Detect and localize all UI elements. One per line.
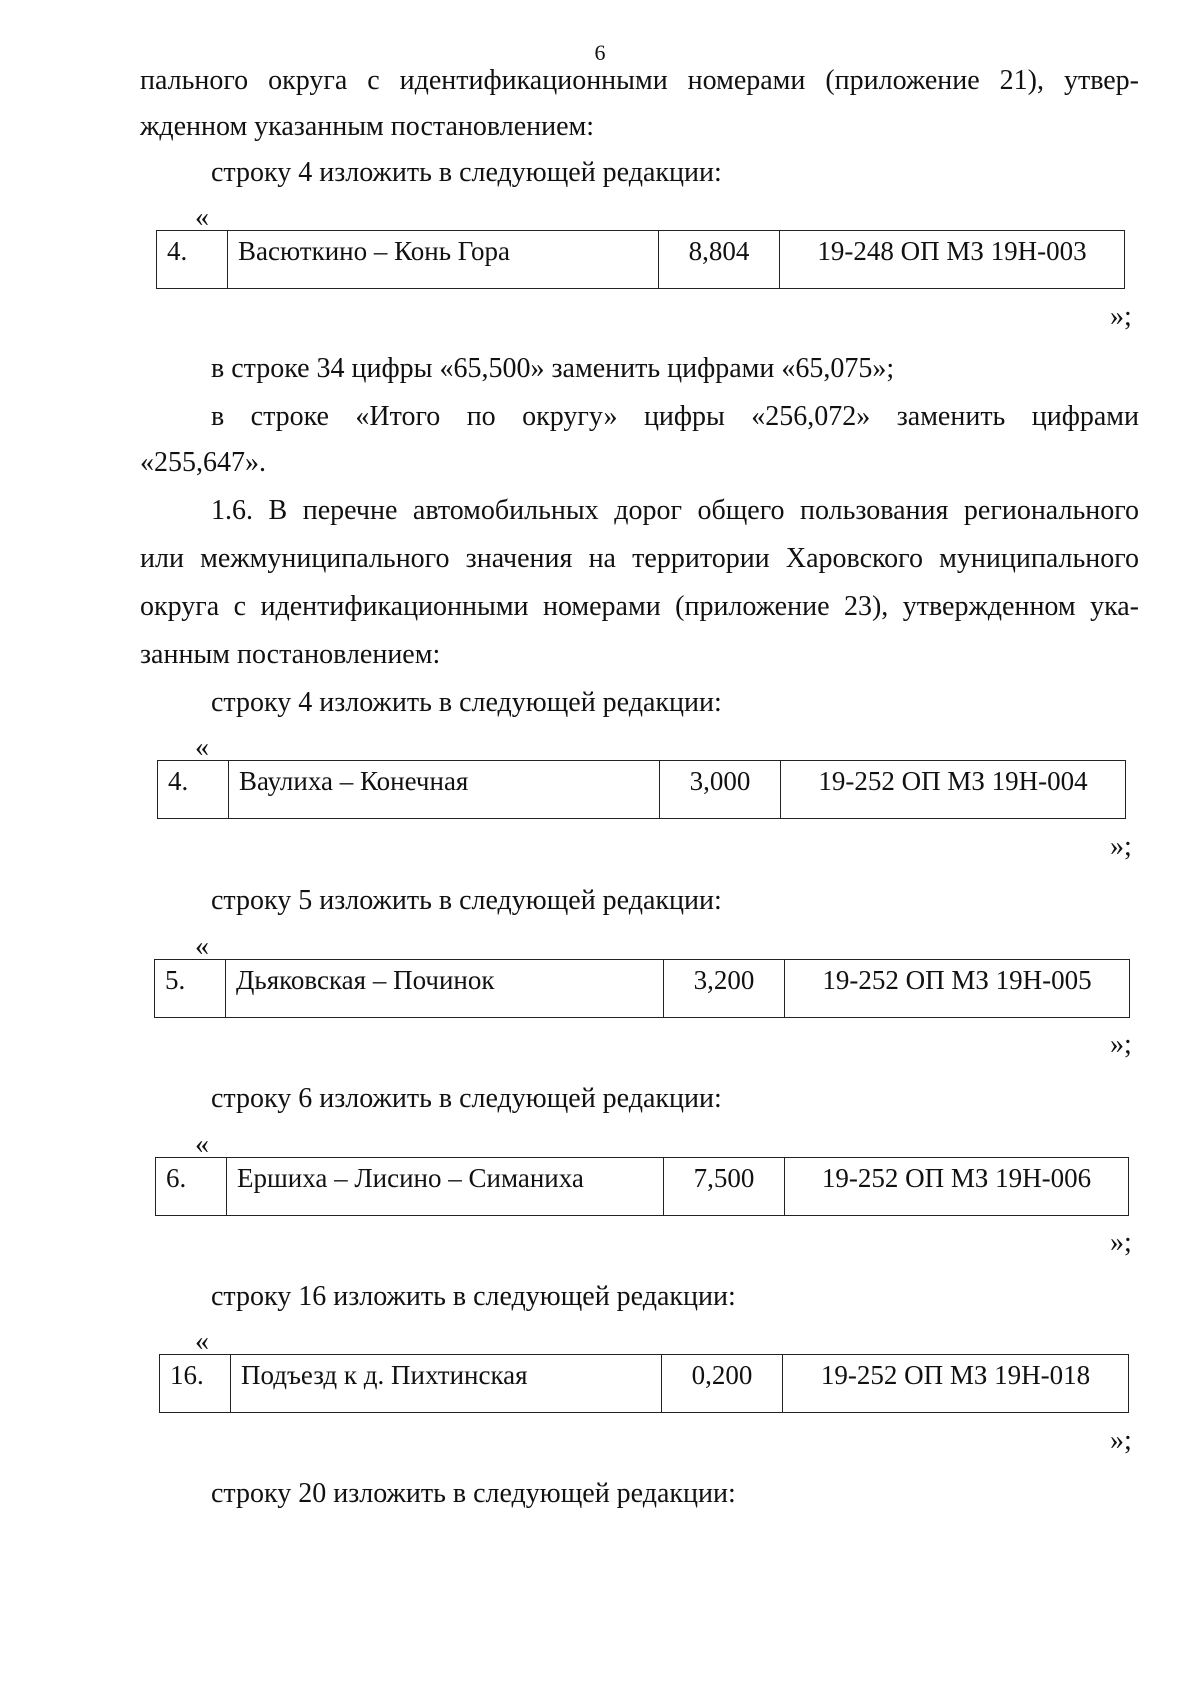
quote-open: « [195,202,209,233]
road-id-number: 19-252 ОП МЗ 19Н-004 [781,761,1126,819]
row-number: 16. [160,1355,231,1413]
paragraph-line: пального округа с идентификационными номерами (приложение 21), утвер- [140,65,1139,96]
road-table-row [157,760,1126,819]
road-id-number: 19-252 ОП МЗ 19Н-018 [783,1355,1129,1413]
quote-close: »; [1110,1227,1132,1258]
road-name: Ваулиха – Конечная [229,761,660,819]
road-table-row [155,1157,1129,1216]
road-id-number: 19-252 ОП МЗ 19Н-005 [785,960,1130,1018]
road-length: 3,000 [660,761,781,819]
paragraph-line: или межмуниципального значения на территории Харовского муниципального [140,543,1139,574]
quote-close: »; [1110,1029,1132,1060]
quote-open: « [195,1129,209,1160]
road-id-number: 19-252 ОП МЗ 19Н-006 [785,1158,1129,1216]
paragraph-line: занным постановлением: [140,639,441,670]
road-name: Васюткино – Конь Гора [228,231,659,289]
row-number: 6. [156,1158,227,1216]
paragraph-line: жденном указанным постановлением: [140,111,595,142]
instruction-text: строку 4 изложить в следующей редакции: [211,157,722,188]
instruction-text: строку 6 изложить в следующей редакции: [211,1083,722,1114]
paragraph-line: «255,647». [140,447,266,478]
row-number: 5. [155,960,226,1018]
road-length: 0,200 [662,1355,783,1413]
row-number: 4. [158,761,229,819]
road-length: 8,804 [659,231,780,289]
quote-open: « [195,732,209,763]
paragraph-line: округа с идентификационными номерами (приложение 23), утвержденном ука- [140,591,1139,622]
instruction-text: строку 20 изложить в следующей редакции: [211,1478,736,1509]
quote-close: »; [1110,301,1132,332]
road-length: 3,200 [664,960,785,1018]
quote-open: « [195,931,209,962]
quote-close: »; [1110,831,1132,862]
quote-open: « [195,1326,209,1357]
paragraph-line: в строке 34 цифры «65,500» заменить цифрами «65,075»; [211,353,895,384]
paragraph-line: 1.6. В перечне автомобильных дорог общего пользования регионального [211,495,1139,526]
instruction-text: строку 16 изложить в следующей редакции: [211,1281,736,1312]
road-name: Ершиха – Лисино – Симаниха [227,1158,664,1216]
paragraph-line: в строке «Итого по округу» цифры «256,072» заменить цифрами [211,401,1139,432]
road-length: 7,500 [664,1158,785,1216]
road-id-number: 19-248 ОП МЗ 19Н-003 [780,231,1125,289]
road-table-row [159,1354,1129,1413]
row-number: 4. [157,231,228,289]
road-name: Подъезд к д. Пихтинская [231,1355,662,1413]
instruction-text: строку 4 изложить в следующей редакции: [211,687,722,718]
quote-close: »; [1110,1425,1132,1456]
road-name: Дьяковская – Починок [226,960,664,1018]
instruction-text: строку 5 изложить в следующей редакции: [211,885,722,916]
page-number: 6 [594,40,606,65]
road-table-row [154,959,1130,1018]
road-table-row [156,230,1125,289]
